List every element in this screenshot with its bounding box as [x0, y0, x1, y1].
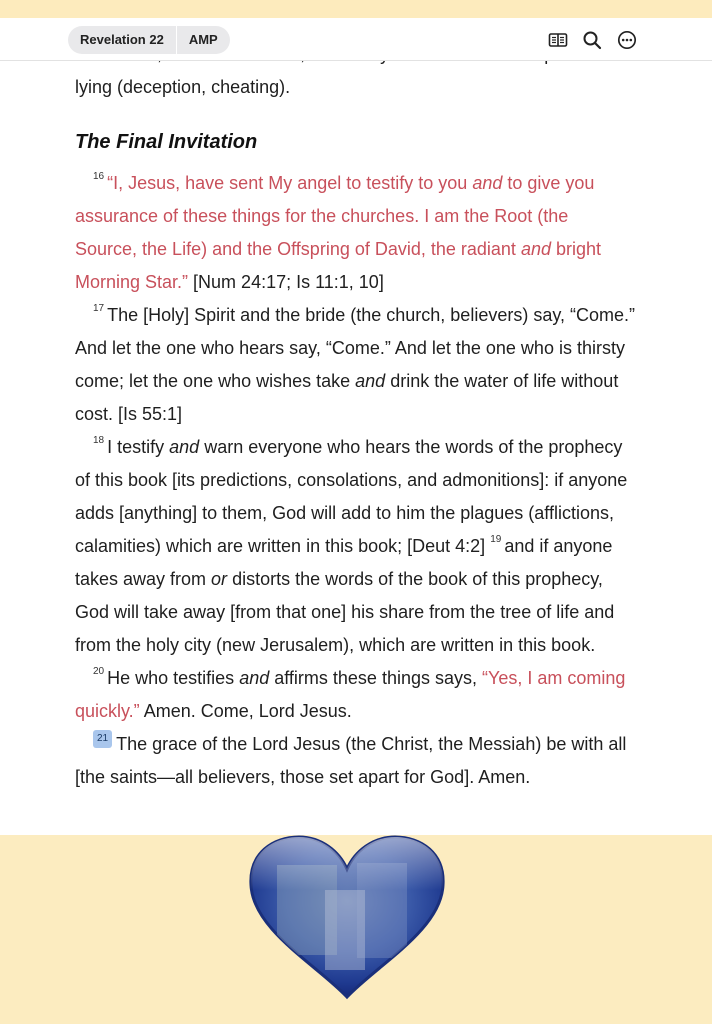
verse-21[interactable]: 21 The grace of the Lord Jesus (the Christ, the Messiah) be with all [the saints—all believers, those set apart for God]. Amen.	[75, 728, 635, 794]
verse-number: 18	[93, 435, 105, 446]
reader-toolbar	[0, 18, 712, 61]
verse-20[interactable]: $^{20}$ He who testifies and affirms these things says, “Yes, I am coming quickly.” Amen. Come, Lord Jesus.	[75, 666, 626, 721]
chapter-text	[75, 38, 635, 794]
verse-number: 17	[93, 303, 105, 314]
verse-number: 20	[93, 666, 105, 677]
reader-page[interactable]	[0, 18, 712, 835]
section-heading: The Final Invitation	[75, 131, 258, 153]
search-icon[interactable]	[582, 30, 602, 50]
verse-number-highlighted: 21	[93, 730, 112, 748]
verse-number: 19	[490, 534, 502, 545]
verse-18-19[interactable]: $^{18}$ I testify and warn everyone who hears the words of the prophecy of this book [its predictions, consolations, and admonitions]: if anyone adds [anything] to them, God will add to him the plagues (afflictions, calamities) which are written in this book; [Deut 4:2] $^{19}$ and if anyone takes away from or distorts the words of the book of this prophecy, God will take away [from that one] his share from the tree of life and from the holy city (new Jerusalem), which are written in this book.	[75, 435, 628, 655]
top-background	[0, 0, 712, 18]
book-icon[interactable]	[548, 30, 568, 50]
heart-decoration	[247, 835, 447, 1000]
chapter-selector[interactable]: Revelation 22	[80, 32, 164, 47]
words-of-christ: “I, Jesus, have sent My angel to testify to you and to give you assurance of these things for the churches. I am the Root (the Source, the Life) and the Offspring of David, the radiant and bright Morning Star.”	[75, 173, 602, 292]
chapter-version-selector	[68, 26, 230, 54]
verse-number: 16	[93, 171, 105, 182]
heart-image	[247, 835, 447, 1000]
verse-16[interactable]	[75, 167, 635, 299]
verse-17[interactable]: $^{17}$ The [Holy] Spirit and the bride (the church, believers) say, “Come.” And let the one who hears say, “Come.” And let the one who is thirsty come; let the one who wishes take and drink the water of life without cost. [Is 55:1]	[75, 303, 636, 424]
more-icon[interactable]	[617, 30, 637, 50]
cross-reference[interactable]: [Num 24:17; Is 11:1, 10]	[188, 272, 384, 292]
previous-verse-text: lying (deception, cheating).	[75, 77, 291, 97]
words-of-christ: “Yes, I am coming quickly.”	[75, 668, 626, 721]
version-selector[interactable]: AMP	[188, 32, 218, 47]
